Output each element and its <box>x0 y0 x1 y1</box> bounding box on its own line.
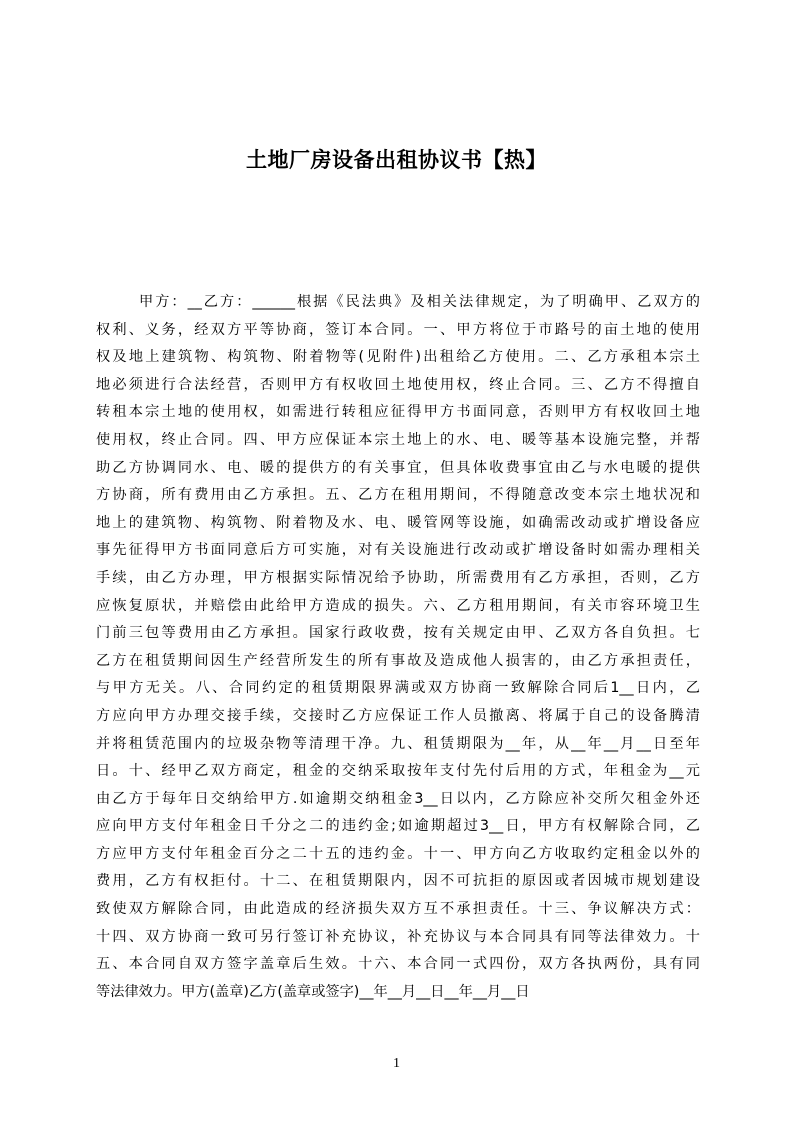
body-line: 手续，由乙方办理，甲方根据实际情况给予协助，所需费用有乙方承担，否则，乙方 <box>96 569 700 586</box>
body-line: 甲方：__乙方：______根据《民法典》及相关法律规定，为了明确甲、乙双方的 <box>139 294 700 310</box>
body-line: 应恢复原状，并赔偿由此给甲方造成的损失。六、乙方租用期间，有关市容环境卫生 <box>96 597 700 614</box>
document-body <box>96 289 700 1006</box>
body-line: 并将租赁范围内的垃圾杂物等清理干净。九、租赁期限为__年，从__年__月__日至年 <box>96 735 700 752</box>
body-line: 使用权，终止合同。四、甲方应保证本宗土地上的水、电、暖等基本设施完整，并帮 <box>96 431 700 448</box>
body-line: 应向甲方支付年租金日千分之二的违约金;如逾期超过3__日，甲方有权解除合同，乙 <box>96 818 700 835</box>
body-line: 门前三包等费用由乙方承担。国家行政收费，按有关规定由甲、乙双方各自负担。七 <box>96 625 700 642</box>
document-title: 土地厂房设备出租协议书【热】 <box>246 148 547 172</box>
body-line: 转租本宗土地的使用权，如需进行转租应征得甲方书面同意，否则甲方有权收回土地 <box>96 404 700 421</box>
body-line: 权利、义务，经双方平等协商，签订本合同。一、甲方将位于市路号的亩土地的使用 <box>96 321 700 338</box>
body-line: 方应甲方支付年租金百分之二十五的违约金。十一、甲方向乙方收取约定租金以外的 <box>96 845 700 862</box>
body-line: 地必须进行合法经营，否则甲方有权收回土地使用权，终止合同。三、乙方不得擅自 <box>96 376 700 393</box>
body-line: 等法律效力。甲方(盖章)乙方(盖章或签字)__年__月__日__年__月__日 <box>96 983 530 1000</box>
body-line: 费用，乙方有权拒付。十二、在租赁期限内，因不可抗拒的原因或者因城市规划建设 <box>96 873 700 890</box>
body-line: 方协商，所有费用由乙方承担。五、乙方在租用期间，不得随意改变本宗土地状况和 <box>96 487 700 504</box>
body-line: 方应向甲方办理交接手续，交接时乙方应保证工作人员撤离、将属于自己的设备腾清 <box>96 707 700 724</box>
body-line: 权及地上建筑物、构筑物、附着物等(见附件)出租给乙方使用。二、乙方承租本宗土 <box>96 349 700 366</box>
body-line: 事先征得甲方书面同意后方可实施，对有关设施进行改动或扩增设备时如需办理相关 <box>96 542 700 559</box>
body-line: 致使双方解除合同，由此造成的经济损失双方互不承担责任。十三、争议解决方式： <box>96 901 700 918</box>
body-line: 与甲方无关。八、合同约定的租赁期限界满或双方协商一致解除合同后1__日内，乙 <box>96 680 700 697</box>
body-line: 助乙方协调同水、电、暖的提供方的有关事宜，但具体收费事宜由乙与水电暖的提供 <box>96 459 700 476</box>
body-line: 由乙方于每年日交纳给甲方.如逾期交纳租金3__日以内，乙方除应补交所欠租金外还 <box>96 790 700 807</box>
page-number: 1 <box>393 1056 400 1071</box>
body-line: 十四、双方协商一致可另行签订补充协议，补充协议与本合同具有同等法律效力。十 <box>96 928 700 945</box>
body-line: 五、本合同自双方签字盖章后生效。十六、本合同一式四份，双方各执两份，具有同 <box>96 956 700 973</box>
body-line: 日。十、经甲乙双方商定，租金的交纳采取按年支付先付后用的方式，年租金为__元 <box>96 763 700 780</box>
body-line: 乙方在租赁期间因生产经营所发生的所有事故及造成他人损害的，由乙方承担责任， <box>96 652 700 669</box>
body-line: 地上的建筑物、构筑物、附着物及水、电、暖管网等设施，如确需改动或扩增设备应 <box>96 514 700 531</box>
